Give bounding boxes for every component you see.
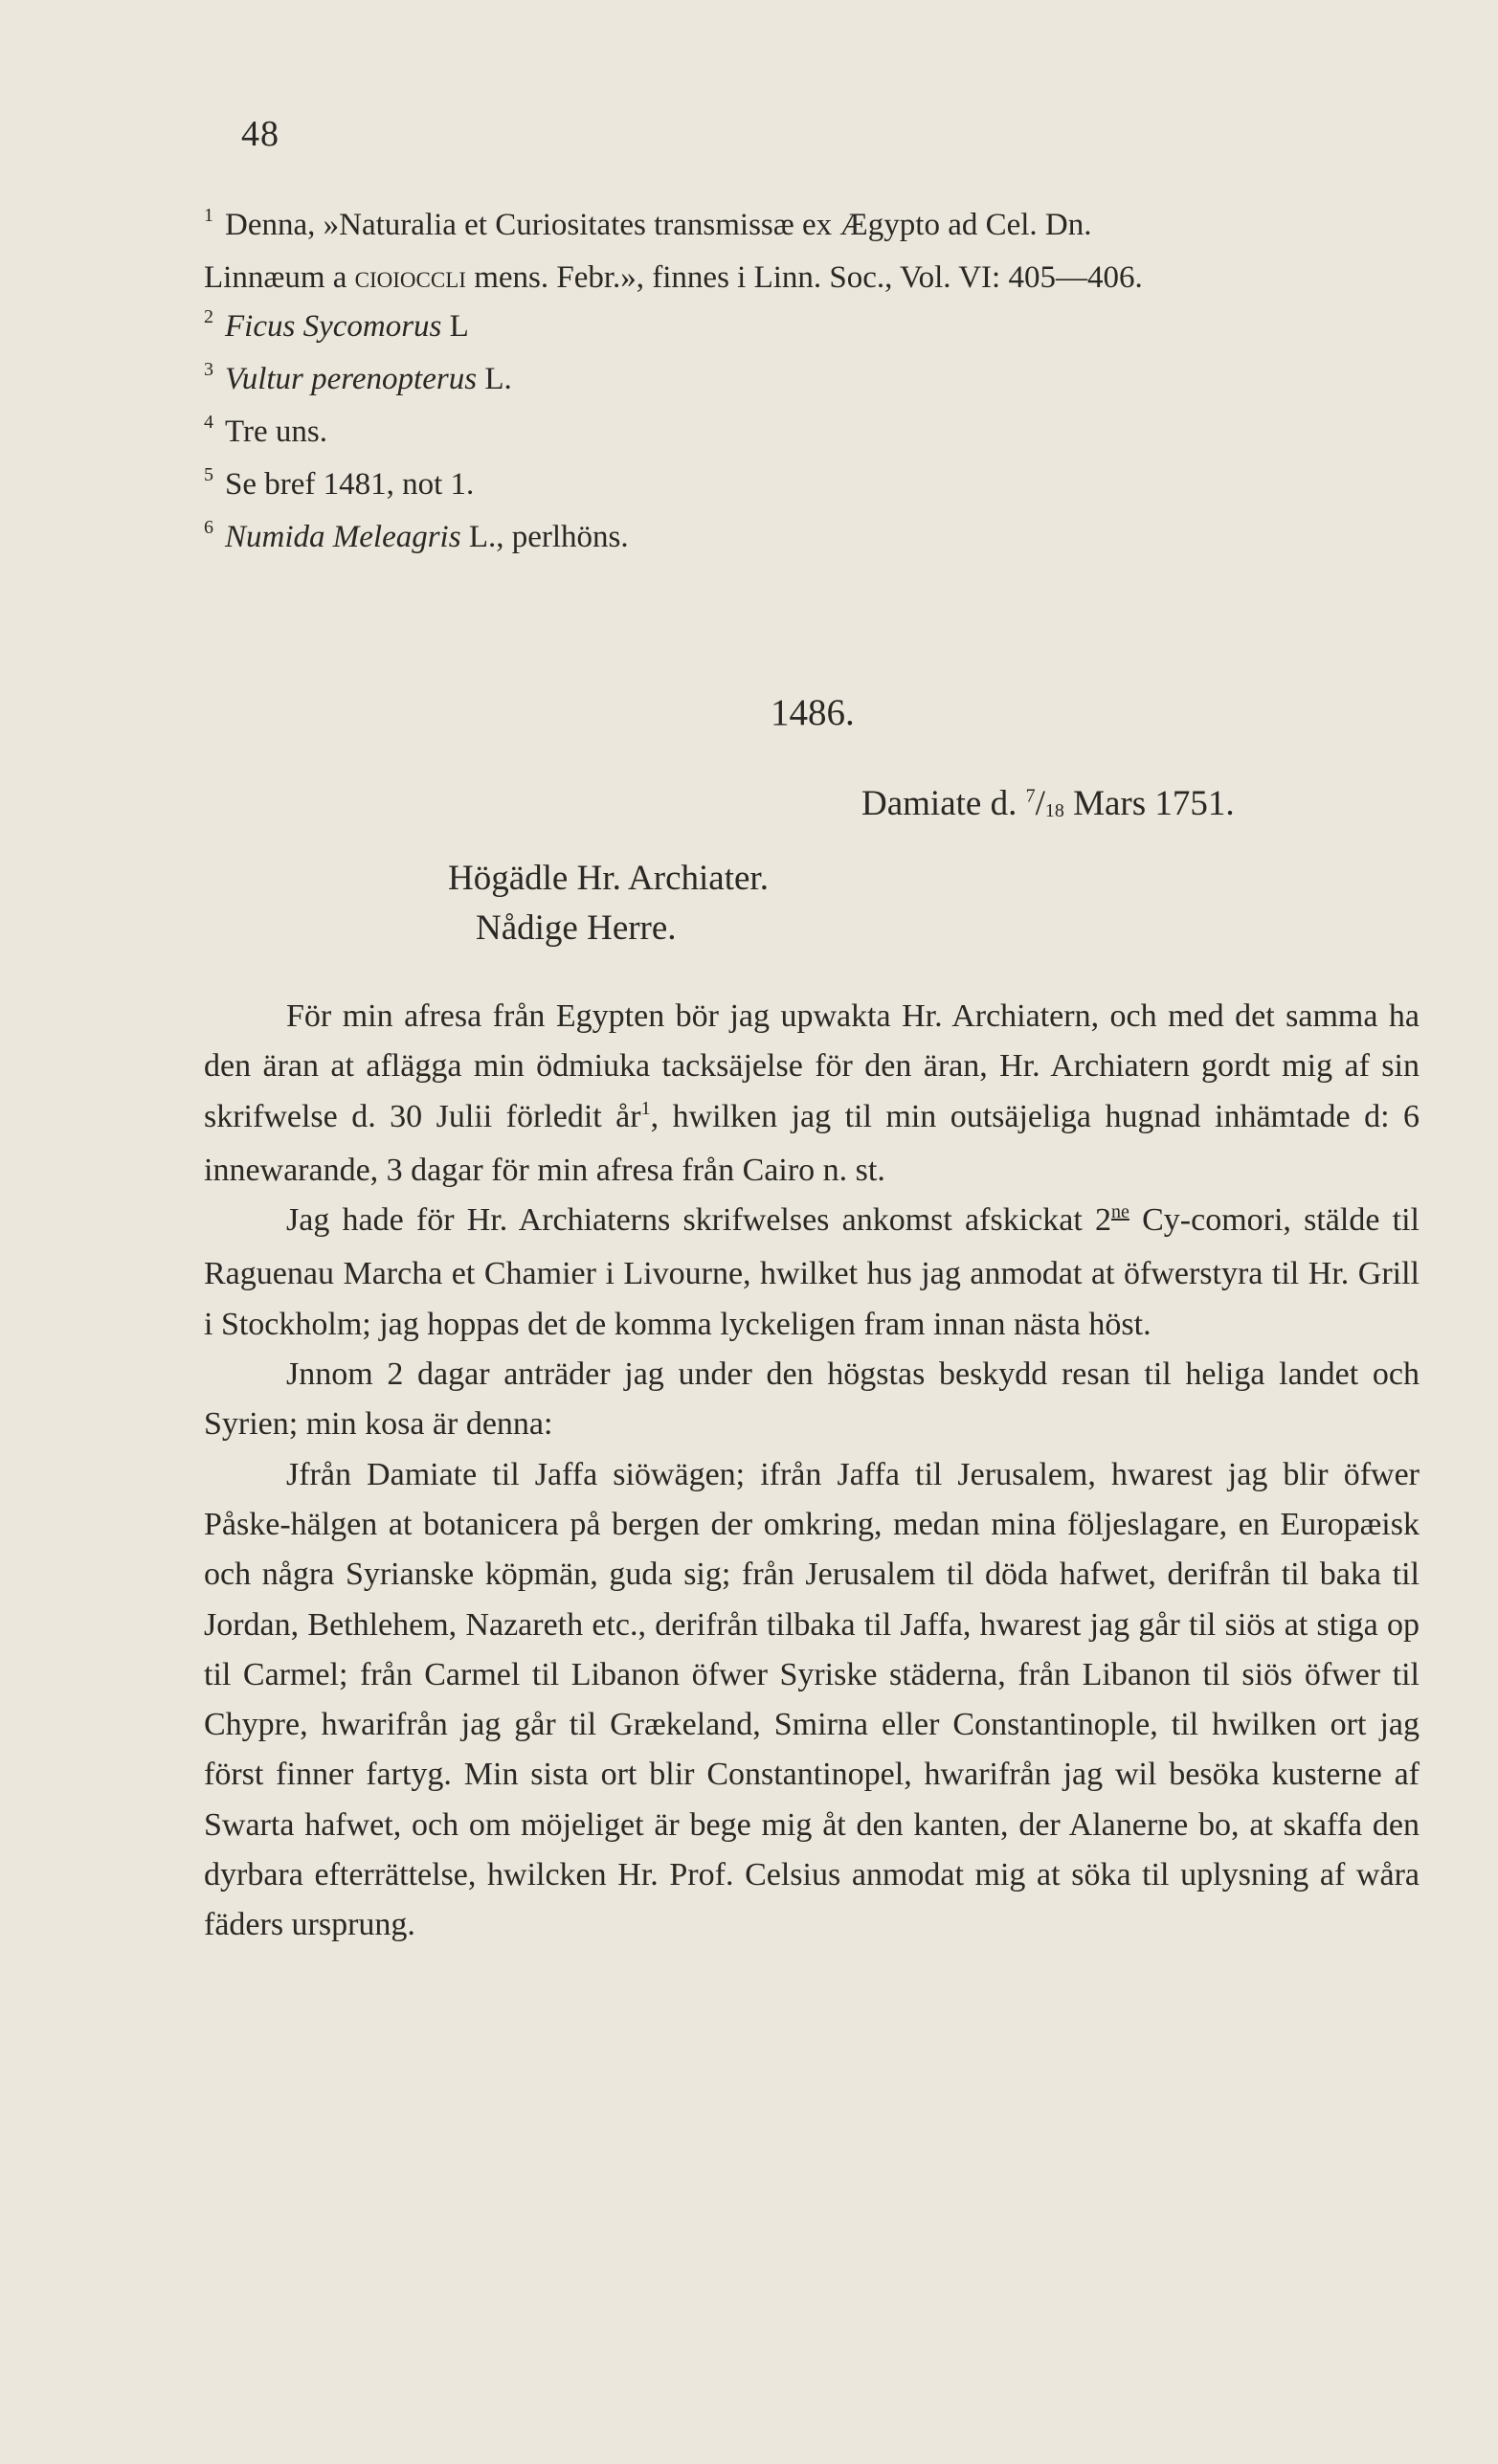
paragraph-text: Jfrån Damiate til Jaffa siöwägen; ifrån Jaffa til Jerusalem, hwarest jag blir öfwer Påske-hälgen at botanicera på bergen der omkring, medan mina följeslagare, en Europæisk och några Syrianske köpmän, guda sig; från Jerusalem til döda hafwet, derifrån til baka til Jordan, Bethlehem, Nazareth etc., derifrån tilbaka til Jaffa, hwarest jag går til siös at stiga op til Carmel; från Carmel til Libanon öfwer Syriske städerna, från Libanon til siös öfwer til Chypre, hwarifrån jag går til Grækeland, Smirna eller Constantinople, til hwilken ort jag först finner fartyg. Min sista ort blir Constantinopel, hwarifrån jag wil besöka kusterne af Swarta hafwet, och om möjeliget är bege mig åt den kanten, der Alanerne bo, at skaffa den dyrbara efterrättelse, hwilcken Hr. Prof. Celsius anmodat mig at söka til uplysning af wåra fäders ursprung. xyxy=(204,1456,1420,1943)
footnote-mark: 2 xyxy=(204,306,213,327)
footnote-5 xyxy=(204,460,1429,513)
footnote-text: mens. Febr.», finnes i Linn. Soc., Vol. VI: 405—406. xyxy=(465,260,1143,295)
paragraph-text: Jnnom 2 dagar anträder jag under den högstas beskydd resan til heliga landet och Syrien; min kosa är denna: xyxy=(204,1356,1420,1443)
footnote-6 xyxy=(204,513,1429,566)
dateline-slash: / xyxy=(1035,784,1045,823)
footnote-1-line-2 xyxy=(204,254,1429,302)
paragraph-4 xyxy=(204,1450,1420,1951)
footnote-1 xyxy=(204,201,1429,302)
footnote-text: L xyxy=(441,309,469,344)
paragraph-text: , hwilken jag til min outsäjeliga hugnad inhämtade d: 6 innewarande, 3 dagar för min afresa från Cairo n. st. xyxy=(204,1098,1420,1188)
salutation-line-2: Nådige Herre. xyxy=(476,908,677,948)
footnote-italic: Ficus Sycomorus xyxy=(225,309,442,344)
paragraph-3 xyxy=(204,1350,1420,1450)
footnote-text: Tre uns. xyxy=(225,414,327,449)
footnote-text: L., perlhöns. xyxy=(460,520,629,554)
footnote-4 xyxy=(204,408,1429,460)
paragraph-1 xyxy=(204,992,1420,1196)
dateline xyxy=(861,783,1235,824)
footnote-3 xyxy=(204,355,1429,408)
ordinal-superscript: ne xyxy=(1111,1201,1129,1223)
letter-body xyxy=(204,992,1420,1951)
footnote-mark: 5 xyxy=(204,464,213,485)
footnote-mark: 6 xyxy=(204,517,213,538)
footnote-reference: 1 xyxy=(640,1097,651,1119)
footnote-text-small-caps: cioioccli xyxy=(354,260,466,295)
dateline-month-year: Mars 1751. xyxy=(1063,784,1235,823)
dateline-day-old-style: 7 xyxy=(1025,785,1036,807)
letter-number: 1486. xyxy=(771,692,855,733)
footnote-mark: 4 xyxy=(204,412,213,433)
footnotes xyxy=(204,201,1429,566)
dateline-day-new-style: 18 xyxy=(1044,800,1064,821)
footnote-1-line-1 xyxy=(204,201,1429,254)
page-number: 48 xyxy=(241,114,279,154)
footnote-text: Linnæum a xyxy=(204,260,355,295)
footnote-text: L. xyxy=(477,362,512,396)
footnote-italic: Numida Meleagris xyxy=(225,520,461,554)
salutation-line-1: Högädle Hr. Archiater. xyxy=(448,859,769,898)
paragraph-text: Jag hade för Hr. Archiaterns skrifwelses ankomst afskickat 2 xyxy=(286,1202,1111,1239)
paragraph-2 xyxy=(204,1196,1420,1350)
dateline-place: Damiate d. xyxy=(861,784,1026,823)
paragraph-text: För min afresa från Egypten bör jag upwakta Hr. Archiatern, och med det samma ha den äran at aflägga min ödmiuka tacksäjelse för den äran, Hr. Archiatern gordt mig af sin skrifwelse d. 30 Julii förledit år xyxy=(204,998,1420,1134)
paragraph-text: Cy-comori, stälde til Raguenau Marcha et Chamier i Livourne, hwilket hus jag anmodat at öfwerstyra til Hr. Grill i Stockholm; jag hoppas det de komma lyckeligen fram innan nästa höst. xyxy=(204,1202,1420,1342)
footnote-text: Se bref 1481, not 1. xyxy=(225,467,475,502)
footnote-mark: 3 xyxy=(204,359,213,380)
footnote-italic: Vultur perenopterus xyxy=(225,362,478,396)
footnote-mark: 1 xyxy=(204,205,213,226)
footnote-2 xyxy=(204,302,1429,355)
footnote-text: Denna, »Naturalia et Curiositates transmissæ ex Ægypto ad Cel. Dn. xyxy=(225,208,1092,242)
